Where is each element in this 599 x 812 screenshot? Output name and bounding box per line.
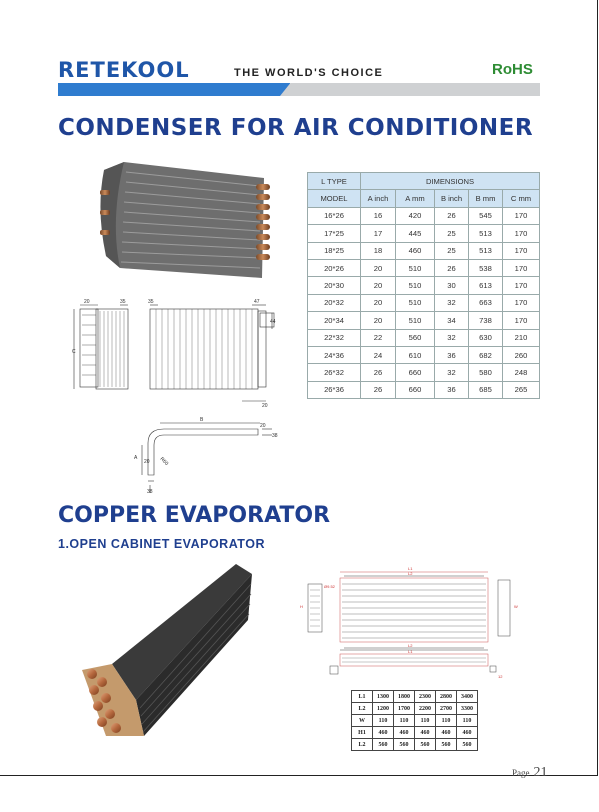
cell: 460 — [396, 242, 435, 259]
brand-logo: RETEKOOL — [58, 58, 190, 82]
col-header: B inch — [435, 190, 469, 207]
dim-right: 44 — [270, 319, 276, 325]
cell: 682 — [469, 346, 503, 363]
cell: 18*25 — [308, 242, 361, 259]
page-number-value: 21 — [533, 765, 548, 780]
page-word: Page — [512, 768, 530, 778]
cell: 660 — [396, 381, 435, 398]
cell: 24*36 — [308, 346, 361, 363]
table-row — [308, 312, 540, 329]
table-row — [352, 739, 478, 751]
condenser-drawing — [72, 295, 282, 410]
cell: 16*26 — [308, 207, 361, 224]
evap-dim-l4: L1 — [408, 649, 413, 654]
bend-dim-4: 38 — [147, 489, 153, 495]
cell: 560 — [436, 739, 457, 751]
dim-bottom: 20 — [262, 403, 268, 409]
cell: 20*26 — [308, 259, 361, 276]
cell: 20 — [361, 294, 396, 311]
cell: 22*32 — [308, 329, 361, 346]
table-row — [352, 703, 478, 715]
col-header: B mm — [469, 190, 503, 207]
cell: 26*32 — [308, 364, 361, 381]
table-row — [308, 242, 540, 259]
cell: 22 — [361, 329, 396, 346]
cell: 260 — [503, 346, 540, 363]
cell: 545 — [469, 207, 503, 224]
condenser-spec-table — [307, 172, 540, 399]
cell: 560 — [415, 739, 436, 751]
cell: 26 — [361, 364, 396, 381]
condenser-bend-drawing — [130, 415, 280, 495]
cell: 2200 — [415, 703, 436, 715]
evap-dim-l3: L2 — [408, 643, 413, 648]
condenser-photo — [84, 160, 274, 282]
cell: 170 — [503, 242, 540, 259]
table-row — [352, 691, 478, 703]
evap-dim-s: 12 — [498, 674, 503, 679]
cell: 3300 — [457, 703, 478, 715]
bend-dim-1: 20 — [260, 423, 266, 429]
page-number — [512, 763, 548, 781]
bend-label-r: R60 — [158, 456, 170, 467]
cell: 34 — [435, 312, 469, 329]
cell: 110 — [415, 715, 436, 727]
cell: 20*34 — [308, 312, 361, 329]
table-row — [308, 364, 540, 381]
cell: 560 — [373, 739, 394, 751]
cell: 460 — [457, 727, 478, 739]
cell: 24 — [361, 346, 396, 363]
col-header: A mm — [396, 190, 435, 207]
evap-dim-w: W — [514, 604, 518, 609]
evaporator-photo — [76, 560, 254, 740]
cell: 510 — [396, 312, 435, 329]
cell: 513 — [469, 242, 503, 259]
condenser-title: CONDENSER FOR AIR CONDITIONER — [58, 115, 534, 141]
table-row — [308, 277, 540, 294]
cell: 248 — [503, 364, 540, 381]
cell: 26 — [435, 207, 469, 224]
cell: 210 — [503, 329, 540, 346]
cell: 170 — [503, 294, 540, 311]
evaporator-drawing — [298, 564, 526, 686]
cell: 110 — [436, 715, 457, 727]
cell: 660 — [396, 364, 435, 381]
cell: 630 — [469, 329, 503, 346]
evaporator-spec-table — [351, 690, 478, 751]
evaporator-title: COPPER EVAPORATOR — [58, 503, 331, 528]
cell: L2 — [352, 739, 373, 751]
cell: 580 — [469, 364, 503, 381]
dim-top-left: 20 — [84, 299, 90, 305]
tagline: THE WORLD'S CHOICE — [234, 67, 384, 79]
table-row — [352, 715, 478, 727]
cell: L1 — [352, 691, 373, 703]
cell: 110 — [394, 715, 415, 727]
cell: 1800 — [394, 691, 415, 703]
cell: L2 — [352, 703, 373, 715]
cell: 170 — [503, 312, 540, 329]
table-row — [308, 346, 540, 363]
rohs-badge: RoHS — [492, 61, 533, 78]
ltype-header: L TYPE — [308, 173, 361, 190]
cell: 510 — [396, 277, 435, 294]
cell: 20*32 — [308, 294, 361, 311]
cell: 170 — [503, 207, 540, 224]
cell: 20 — [361, 277, 396, 294]
table-row — [352, 727, 478, 739]
dim-top-mid: 35 — [120, 299, 126, 305]
table-row — [308, 259, 540, 276]
cell: 170 — [503, 225, 540, 242]
cell: 18 — [361, 242, 396, 259]
cell: 110 — [457, 715, 478, 727]
cell: 20*30 — [308, 277, 361, 294]
cell: 17*25 — [308, 225, 361, 242]
cell: 1700 — [394, 703, 415, 715]
bend-label-a: A — [134, 455, 138, 461]
cell: 560 — [396, 329, 435, 346]
cell: 1200 — [373, 703, 394, 715]
table-column-row — [308, 190, 540, 207]
cell: 460 — [415, 727, 436, 739]
cell: 513 — [469, 225, 503, 242]
cell: 2700 — [436, 703, 457, 715]
bend-dim-2: 38 — [272, 433, 278, 439]
cell: 26 — [361, 381, 396, 398]
cell: 510 — [396, 294, 435, 311]
evap-dim-d: Ø9.52 — [324, 584, 335, 589]
table-row — [308, 381, 540, 398]
cell: 17 — [361, 225, 396, 242]
header-band — [58, 83, 540, 96]
cell: 445 — [396, 225, 435, 242]
cell: 26*36 — [308, 381, 361, 398]
cell: H1 — [352, 727, 373, 739]
cell: 36 — [435, 381, 469, 398]
cell: 460 — [394, 727, 415, 739]
dim-top-mid2: 35 — [148, 299, 154, 305]
cell: 32 — [435, 294, 469, 311]
col-header: C mm — [503, 190, 540, 207]
dim-left: C — [72, 349, 76, 355]
cell: 3400 — [457, 691, 478, 703]
cell: 265 — [503, 381, 540, 398]
cell: 738 — [469, 312, 503, 329]
cell: 663 — [469, 294, 503, 311]
cell: 25 — [435, 242, 469, 259]
cell: 170 — [503, 277, 540, 294]
table-row — [308, 294, 540, 311]
evap-dim-l1: L1 — [408, 566, 413, 571]
cell: 16 — [361, 207, 396, 224]
cell: 110 — [373, 715, 394, 727]
evap-dim-l2: L2 — [408, 571, 413, 576]
cell: 685 — [469, 381, 503, 398]
table-row — [308, 225, 540, 242]
bend-dim-3: 20 — [144, 459, 150, 465]
cell: 560 — [394, 739, 415, 751]
cell: 2800 — [436, 691, 457, 703]
cell: 460 — [373, 727, 394, 739]
cell: 30 — [435, 277, 469, 294]
cell: 26 — [435, 259, 469, 276]
table-row — [308, 207, 540, 224]
cell: 20 — [361, 259, 396, 276]
cell: 20 — [361, 312, 396, 329]
cell: 25 — [435, 225, 469, 242]
cell: W — [352, 715, 373, 727]
evaporator-subtitle: 1.OPEN CABINET EVAPORATOR — [58, 537, 265, 551]
dim-top-right: 47 — [254, 299, 260, 305]
cell: 1300 — [373, 691, 394, 703]
cell: 170 — [503, 259, 540, 276]
cell: 36 — [435, 346, 469, 363]
bend-label-b: B — [200, 417, 204, 423]
evap-dim-h: H — [300, 604, 303, 609]
cell: 460 — [436, 727, 457, 739]
table-row — [308, 329, 540, 346]
col-header: MODEL — [308, 190, 361, 207]
cell: 2300 — [415, 691, 436, 703]
table-header-row — [308, 173, 540, 190]
cell: 32 — [435, 329, 469, 346]
cell: 32 — [435, 364, 469, 381]
cell: 610 — [396, 346, 435, 363]
cell: 560 — [457, 739, 478, 751]
col-header: A inch — [361, 190, 396, 207]
cell: 420 — [396, 207, 435, 224]
cell: 510 — [396, 259, 435, 276]
dimensions-header: DIMENSIONS — [361, 173, 540, 190]
cell: 613 — [469, 277, 503, 294]
cell: 538 — [469, 259, 503, 276]
